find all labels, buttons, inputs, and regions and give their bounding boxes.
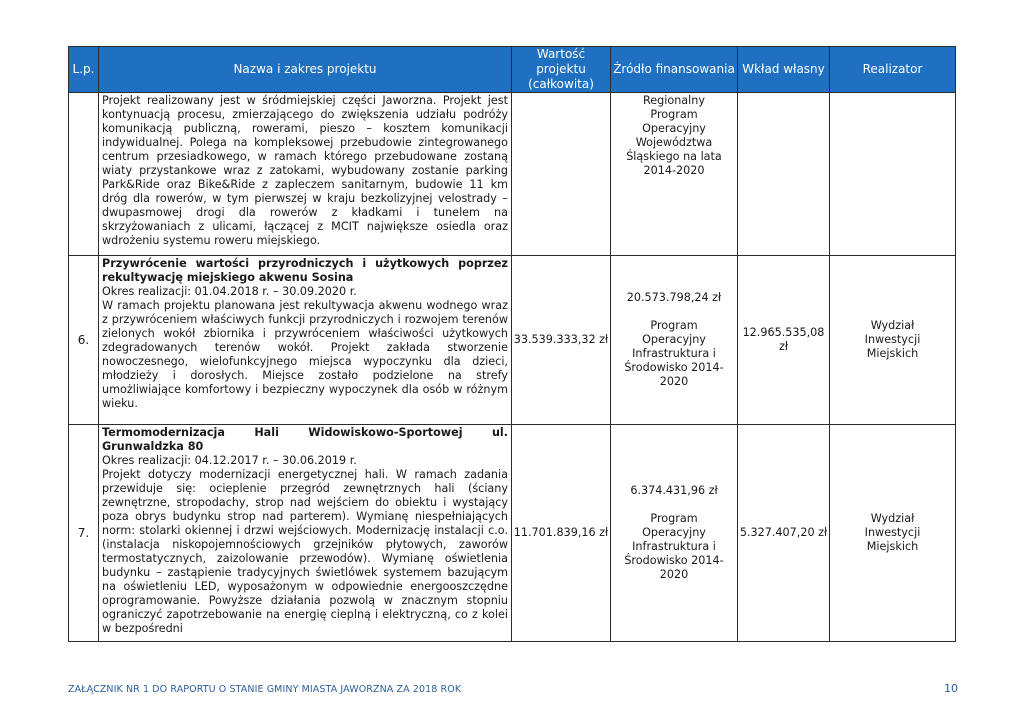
row-own: 5.327.407,20 zł <box>738 425 830 642</box>
row-source <box>611 425 738 642</box>
row-lp <box>69 93 99 256</box>
row-executor <box>830 425 956 642</box>
row-description: Projekt realizowany jest w śródmiejskiej części Jaworzna. Projekt jest kontynuacją procesu, zmierzającego do zwiększenia udziału podróży komunikacją publiczną, rowerami, pieszo – kosztem komunikacji indywidualnej. Polega na kompleksowej przebudowie zintegrowanego centrum przesiadkowego, w ramach którego przebudowane zostaną wiaty przystankowe wraz z zatokami, wybudowany zostanie parking Park&Ride oraz Bike&Ride z zapleczem sanitarnym, budowie 11 km dróg dla rowerów, w tym pierwszej w kraju bezkolizyjnej velostrady – dwupasmowej drogi dla rowerów z kładkami i tunelem na skrzyżowaniach z ulicami, łączącej z MCIT największe osiedla oraz wdrożeniu systemu roweru miejskiego. <box>102 94 508 247</box>
table-header-row <box>69 47 956 93</box>
row-description-cell <box>99 425 512 642</box>
row-description-cell <box>99 256 512 425</box>
row-executor-name: Wydział Inwestycji Miejskich <box>864 319 921 360</box>
row-title: Przywrócenie wartości przyrodniczych i użytkowych poprzez rekultywację miejskiego akwenu Sosina <box>102 257 508 284</box>
row-description: W ramach projektu planowana jest rekultywacja akwenu wodnego wraz z przywróceniem właściwych funkcji przyrodniczych i rozwojem terenów zielonych wokół zbiornika i przywróceniem właściwości użytkowych zdegradowanych terenów wokół. Projekt zakłada stworzenie nowoczesnego, wielofunkcyjnego miejsca wypoczynku dla dzieci, młodzieży i dorosłych. Miejsce zostało podzielone na strefy umożliwiające komfortowy i bezpieczny wypoczynek dla osób w różnym wieku. <box>102 299 508 410</box>
row-lp: 7. <box>69 425 99 642</box>
page-footer: ZAŁĄCZNIK NR 1 DO RAPORTU O STANIE GMINY MIASTA JAWORZNA ZA 2018 ROK <box>68 684 462 695</box>
row-source-name: Program Operacyjny Infrastruktura i Środowisko 2014-2020 <box>624 512 724 581</box>
row-description: Projekt dotyczy modernizacji energetycznej hali. W ramach zadania przewiduje się: ocieplenie przegród zewnętrznych hali (ściany zewnętrzne, stropodachy, strop nad wejściem do obiektu i wystający poza obrys budynku strop nad parterem). Wymianę niespełniających norm: stolarki okiennej i drzwi wejściowych. Modernizację instalacji c.o. (instalacja niskopojemnościowych grzejników płytowych, zaworów termostatycznych, zaizolowanie przewodów). Wymianę oświetlenia budynku – zastąpienie tradycyjnych świetlówek systemem bazującym na oświetleniu LED, wyposażonym w odpowiednie energooszczędne oprogramowanie. Powyższe działania pozwolą w znacznym stopniu ograniczyć zapotrzebowanie na energię cieplną i elektryczną, co z kolei w bezpośredni <box>102 468 508 635</box>
header-value: Wartość projektu (całkowita) <box>512 47 611 93</box>
row-value <box>512 93 611 256</box>
row-source <box>611 93 738 256</box>
row-source-amount: 6.374.431,96 zł <box>630 484 718 497</box>
header-lp: L.p. <box>69 47 99 93</box>
row-lp: 6. <box>69 256 99 425</box>
row-executor-name: Wydział Inwestycji Miejskich <box>864 512 921 553</box>
header-own: Wkład własny <box>738 47 830 93</box>
row-source <box>611 256 738 425</box>
header-executor: Realizator <box>830 47 956 93</box>
table-row <box>69 425 956 642</box>
row-description-cell <box>99 93 512 256</box>
row-value: 11.701.839,16 zł <box>512 425 611 642</box>
projects-table <box>68 46 956 642</box>
table-row <box>69 93 956 256</box>
row-source-name: Regionalny Program Operacyjny Województwa Śląskiego na lata 2014-2020 <box>626 94 722 177</box>
row-value: 33.539.333,32 zł <box>512 256 611 425</box>
row-title: Termomodernizacja Hali Widowiskowo-Sportowej ul. Grunwaldzka 80 <box>102 426 508 453</box>
row-own: 12.965.535,08 zł <box>738 256 830 425</box>
row-executor <box>830 256 956 425</box>
row-own <box>738 93 830 256</box>
table-row <box>69 256 956 425</box>
row-period: Okres realizacji: 01.04.2018 r. – 30.09.2020 r. <box>102 285 357 298</box>
row-period: Okres realizacji: 04.12.2017 r. – 30.06.2019 r. <box>102 454 357 467</box>
row-source-name: Program Operacyjny Infrastruktura i Środowisko 2014-2020 <box>624 319 724 388</box>
page-number: 10 <box>944 682 958 695</box>
row-source-amount: 20.573.798,24 zł <box>626 291 722 304</box>
header-name: Nazwa i zakres projektu <box>99 47 512 93</box>
row-executor <box>830 93 956 256</box>
header-source: Źródło finansowania <box>611 47 738 93</box>
